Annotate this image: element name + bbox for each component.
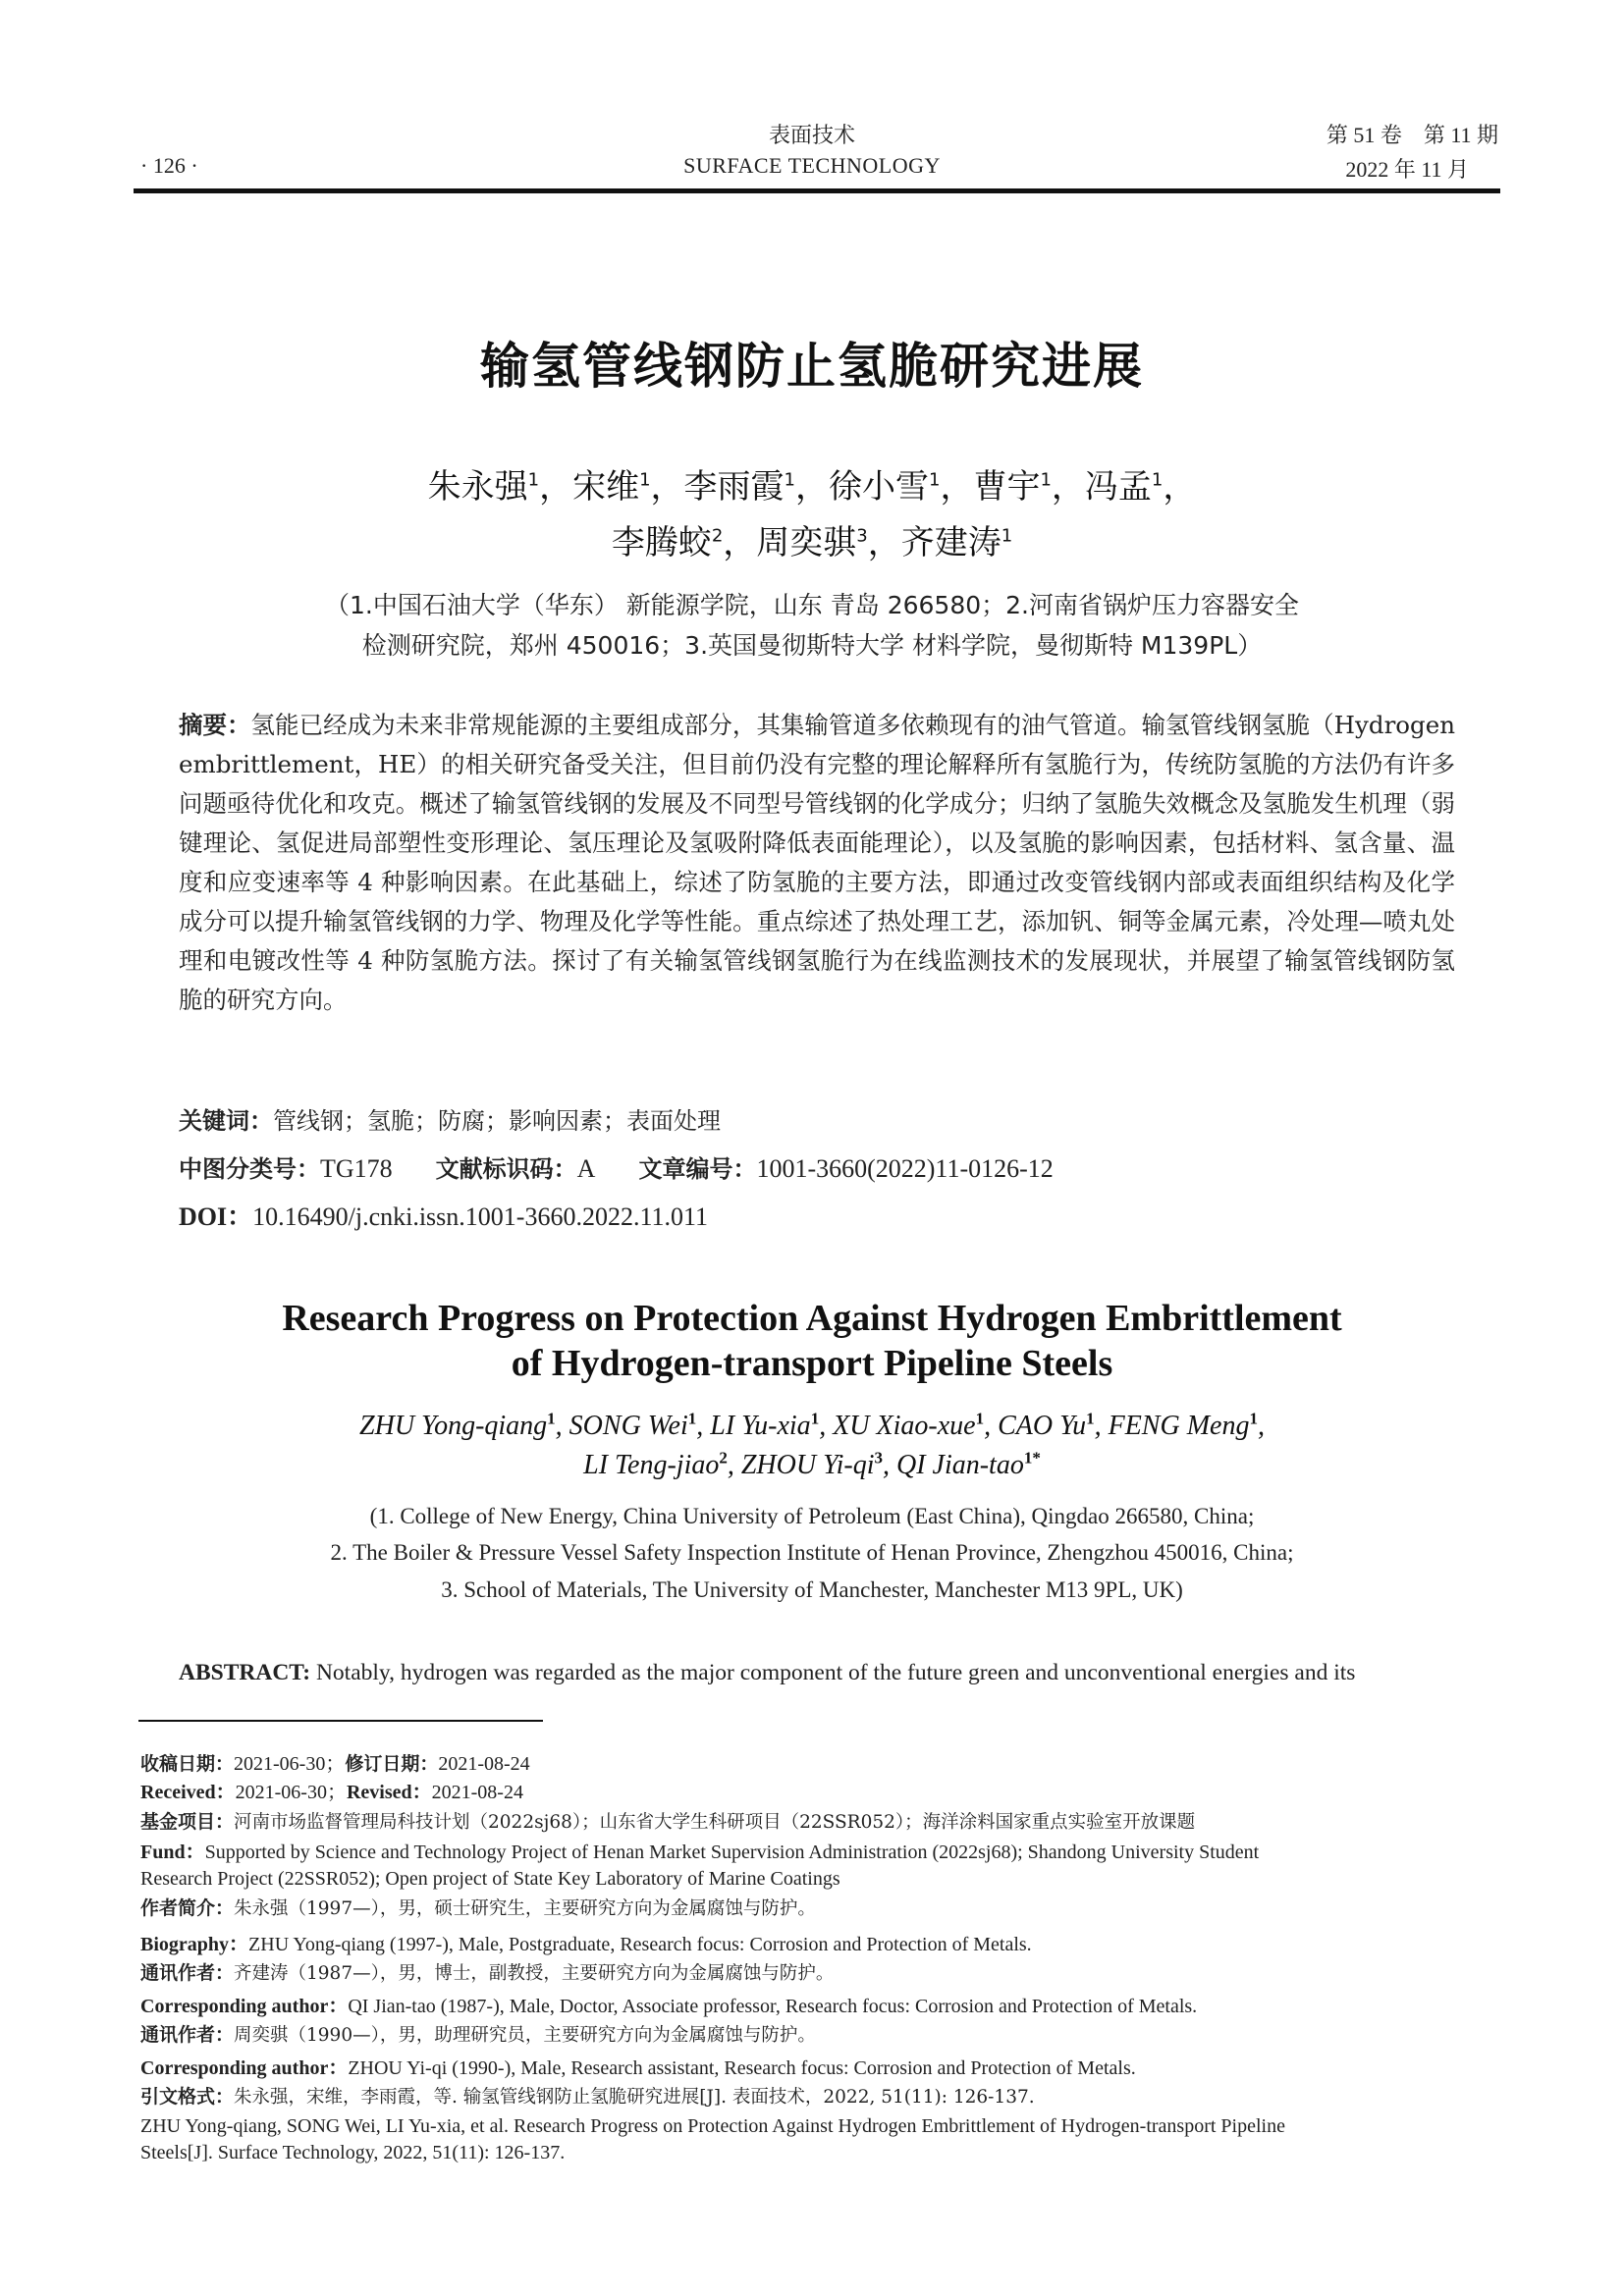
author-en: SONG Wei$^1$: [568, 1410, 697, 1442]
author-en: LI Yu-xia$^1$: [710, 1410, 820, 1442]
author-cn: 周奕骐$^3$: [756, 523, 868, 563]
author-en: CAO Yu$^1$: [998, 1410, 1095, 1442]
keywords-cn: 关键词：管线钢；氢脆；防腐；影响因素；表面处理: [179, 1107, 721, 1135]
title-cn: 输氢管线钢防止氢脆研究进展: [480, 338, 1144, 395]
author-cn: 宋维$^1$: [572, 467, 651, 507]
affiliation-cn-line2: 检测研究院，郑州 450016；3.英国曼彻斯特大学 材料学院，曼彻斯特 M139PL）: [361, 631, 1263, 660]
volume-issue: 第 51 卷 第 11 期: [1326, 123, 1498, 147]
author-en: XU Xiao-xue$^1$: [833, 1410, 985, 1442]
fund-cn: 基金项目：河南市场监督管理局科技计划（2022sj68）；山东省大学生科研项目（22SSR052）；海洋涂料国家重点实验室开放课题: [140, 1811, 1196, 1833]
affiliation-en-line3: 3. School of Materials, The University of Manchester, Manchester M13 9PL, UK): [441, 1577, 1183, 1602]
abstract-cn: [179, 706, 1455, 1020]
bio-en: Biography：ZHU Yong-qiang (1997-), Male, Postgraduate, Research focus: Corrosion and Protection of Metals.: [140, 1934, 1032, 1955]
journal-name-cn: 表面技术: [768, 123, 855, 147]
abstract-en: [179, 1660, 1455, 1686]
journal-name-en: SURFACE TECHNOLOGY: [683, 153, 941, 178]
citation-cn: 引文格式：朱永强，宋维，李雨霞，等. 输氢管线钢防止氢脆研究进展[J]. 表面技术，2022, 51(11): 126-137.: [140, 2086, 1035, 2108]
author-cn: 朱永强$^1$: [427, 467, 540, 507]
author-cn: 齐建涛$^1$: [900, 523, 1013, 563]
abstract-en-text: Notably, hydrogen was regarded as the major component of the future green and unconventional energies and its: [315, 1660, 1356, 1685]
received-en: Received：2021-06-30；Revised：2021-08-24: [140, 1782, 523, 1803]
affiliation-en-line1: (1. College of New Energy, China University of Petroleum (East China), Qingdao 266580, China;: [369, 1504, 1255, 1528]
received-cn: 收稿日期：2021-06-30；修订日期：2021-08-24: [140, 1753, 530, 1775]
title-en-line1: Research Progress on Protection Against Hydrogen Embrittlement: [282, 1298, 1342, 1339]
fund-en-cont: Research Project (22SSR052); Open project of State Key Laboratory of Marine Coatings: [140, 1868, 840, 1890]
author-cn: 李雨霞$^1$: [683, 467, 795, 507]
author-en: ZHOU $Yi-qi^3$: [740, 1449, 883, 1481]
abstract-cn-label: 摘要：: [179, 711, 251, 739]
footnote-rule: [138, 1720, 543, 1722]
doi-link[interactable]: 10.16490/j.cnki.issn.1001-3660.2022.11.011: [252, 1202, 709, 1231]
author-cn: 李腾蛟$^2$: [611, 523, 724, 563]
authors-cn-line2: 李腾蛟$^2$，周奕骐$^3$，齐建涛$^1$: [611, 523, 1013, 563]
corresponding-cn-1: 通讯作者：齐建涛（1987—），男，博士，副教授，主要研究方向为金属腐蚀与防护。: [140, 1962, 835, 1984]
fund-en: Fund：Supported by Science and Technology Project of Henan Market Supervision Administration (2022sj68); Shandong University Student: [140, 1842, 1260, 1863]
header-rule: [134, 188, 1500, 193]
corresponding-cn-2: 通讯作者：周奕骐（1990—），男，助理研究员，主要研究方向为金属腐蚀与防护。: [140, 2024, 816, 2046]
author-en: FENG Meng$^1$: [1108, 1410, 1258, 1442]
authors-en-line1: ZHU Yong-qiang$^1$, SONG Wei$^1$, LI Yu-xia$^1$, XU Xiao-xue$^1$, CAO Yu$^1$, FENG Meng$^1$,: [359, 1410, 1265, 1442]
classification-line: 中图分类号：TG178 文献标识码：A 文章编号：1001-3660(2022)11-0126-12: [179, 1154, 1054, 1183]
affiliation-cn-line1: （1.中国石油大学（华东） 新能源学院，山东 青岛 266580；2.河南省锅炉压力容器安全: [325, 591, 1299, 619]
issue-date: 2022 年 11 月: [1345, 157, 1469, 182]
affiliation-en-line2: 2. The Boiler & Pressure Vessel Safety Inspection Institute of Henan Province, Zhengzhou 450016, China;: [330, 1540, 1294, 1565]
corresponding-en-1: Corresponding author：QI Jian-tao (1987-), Male, Doctor, Associate professor, Research focus: Corrosion and Protection of Metals.: [140, 1996, 1198, 2017]
page-number: · 126 ·: [140, 153, 198, 178]
author-en: ZHU Yong-qiang$^1$: [359, 1410, 556, 1442]
author-en: LI Teng-jiao$^2$: [583, 1449, 728, 1481]
author-en: QI Jian-tao$^{1*}$: [895, 1449, 1041, 1481]
citation-en-cont: Steels[J]. Surface Technology, 2022, 51(11): 126-137.: [140, 2142, 566, 2163]
author-cn: 冯孟$^1$: [1084, 467, 1164, 507]
corresponding-en-2: Corresponding author：ZHOU Yi-qi (1990-), Male, Research assistant, Research focus: Corrosion and Protection of Metals.: [140, 2057, 1136, 2079]
title-en-line2: of Hydrogen-transport Pipeline Steels: [511, 1343, 1113, 1384]
author-cn: 徐小雪$^1$: [829, 467, 941, 507]
bio-cn: 作者简介：朱永强（1997—），男，硕士研究生，主要研究方向为金属腐蚀与防护。: [140, 1897, 816, 1919]
abstract-en-label: ABSTRACT:: [179, 1660, 311, 1685]
authors-cn-line1: 朱永强$^1$，宋维$^1$，李雨霞$^1$，徐小雪$^1$，曹宇$^1$，冯孟$^1$，: [427, 467, 1197, 507]
abstract-cn-text: 氢能已经成为未来非常规能源的主要组成部分，其集输管道多依赖现有的油气管道。输氢管线钢氢脆（Hydrogen embrittlement，HE）的相关研究备受关注，但目前仍没有完整的理论解释所有氢脆行为，传统防氢脆的方法仍有许多问题亟待优化和攻克。概述了输氢管线钢的发展及不同型号管线钢的化学成分；归纳了氢脆失效概念及氢脆发生机理（弱键理论、氢促进局部塑性变形理论、氢压理论及氢吸附降低表面能理论），以及氢脆的影响因素，包括材料、氢含量、温度和应变速率等 4 种影响因素。在此基础上，综述了防氢脆的主要方法，即通过改变管线钢内部或表面组织结构及化学成分可以提升输氢管线钢的力学、物理及化学等性能。重点综述了热处理工艺，添加钒、铜等金属元素，冷处理—喷丸处理和电镀改性等 4 种防氢脆方法。探讨了有关输氢管线钢氢脆行为在线监测技术的发展现状，并展望了输氢管线钢防氢脆的研究方向。: [179, 711, 1456, 1014]
doi-line: DOI：10.16490/j.cnki.issn.1001-3660.2022.11.011: [179, 1202, 709, 1231]
authors-en-line2: LI Teng-jiao$^2$, ZHOU $Yi-qi^3$, QI Jian-tao$^{1*}$: [583, 1449, 1041, 1481]
citation-en: ZHU Yong-qiang, SONG Wei, LI Yu-xia, et al. Research Progress on Protection Against Hydrogen Embrittlement of Hydrogen-transport Pipeline: [140, 2115, 1285, 2137]
author-cn: 曹宇$^1$: [973, 467, 1052, 507]
